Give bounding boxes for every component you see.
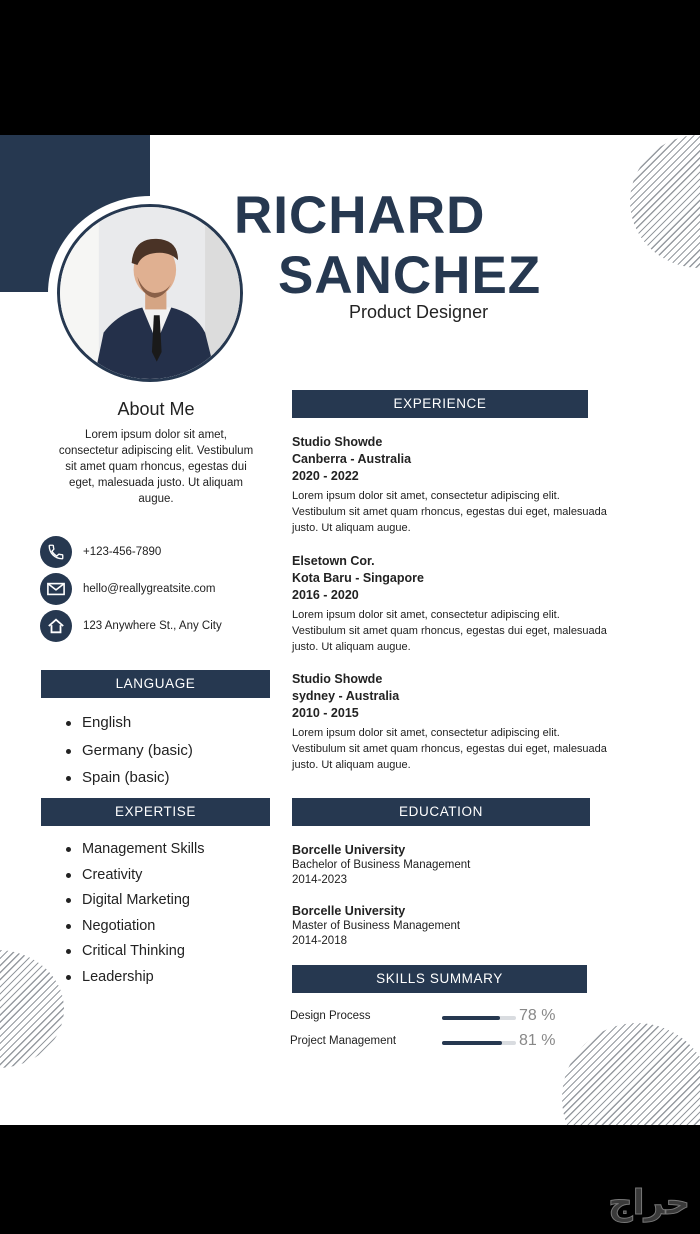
profile-photo-illustration [60, 207, 240, 379]
skill-name: Design Process [290, 1010, 371, 1022]
expertise-item: Digital Marketing [64, 891, 205, 917]
resume-page [0, 135, 700, 1125]
expertise-item: Negotiation [64, 917, 205, 943]
phone-text: +123-456-7890 [83, 546, 162, 558]
decorative-hatched-circle-left [0, 950, 64, 1068]
education-entry [292, 842, 592, 888]
education-entry [292, 903, 592, 949]
mail-icon [40, 573, 72, 605]
job-years: 2010 - 2015 [292, 706, 359, 720]
degree-name: Master of Business Management [292, 920, 461, 932]
about-text: Lorem ipsum dolor sit amet, consectetur adipiscing elit. Vestibulum sit amet quam rhoncus, egestas dui eget, malesuada justo. Ut aliquam augue. [58, 429, 254, 505]
language-item: Germany (basic) [64, 741, 193, 769]
job-years: 2016 - 2020 [292, 588, 359, 602]
skill-percent: 78 % [519, 1007, 556, 1024]
first-name: RICHARD [234, 186, 486, 245]
job-years: 2020 - 2022 [292, 469, 359, 483]
decorative-hatched-circle-top [630, 135, 700, 268]
education-heading: EDUCATION [292, 798, 590, 826]
company-name: Studio Showde [292, 435, 383, 449]
expertise-item: Leadership [64, 968, 205, 994]
job-description: Lorem ipsum dolor sit amet, consectetur adipiscing elit. Vestibulum sit amet quam rhoncus, egestas dui eget, malesuada justo. Ut aliquam augue. [292, 490, 607, 534]
skill-bar-fill [442, 1041, 502, 1045]
skill-percent: 81 % [519, 1032, 556, 1049]
home-icon [40, 610, 72, 642]
job-location: Canberra - Australia [292, 452, 412, 466]
job-description: Lorem ipsum dolor sit amet, consectetur adipiscing elit. Vestibulum sit amet quam rhoncus, egestas dui eget, malesuada justo. Ut aliquam augue. [292, 727, 607, 771]
experience-entry [292, 671, 612, 773]
skill-row [290, 1033, 580, 1053]
language-list [64, 713, 193, 796]
language-item: Spain (basic) [64, 768, 193, 796]
contact-phone [40, 536, 161, 568]
skill-row [290, 1008, 580, 1028]
job-location: Kota Baru - Singapore [292, 571, 424, 585]
education-years: 2014-2023 [292, 874, 347, 886]
skills-heading: SKILLS SUMMARY [292, 965, 587, 993]
watermark-text: حراج [608, 1184, 690, 1223]
expertise-item: Critical Thinking [64, 942, 205, 968]
skill-bar-fill [442, 1016, 500, 1020]
expertise-list [64, 840, 205, 994]
degree-name: Bachelor of Business Management [292, 859, 471, 871]
expertise-item: Management Skills [64, 840, 205, 866]
language-heading: LANGUAGE [41, 670, 270, 698]
contact-address [40, 610, 222, 642]
company-name: Elsetown Cor. [292, 554, 375, 568]
decorative-hatched-circle-bottom [562, 1023, 700, 1125]
haraj-watermark-logo [500, 1184, 700, 1224]
skill-bar-track [442, 1041, 516, 1045]
company-name: Studio Showde [292, 672, 383, 686]
job-description: Lorem ipsum dolor sit amet, consectetur adipiscing elit. Vestibulum sit amet quam rhoncus, egestas dui eget, malesuada justo. Ut aliquam augue. [292, 609, 607, 653]
expertise-item: Creativity [64, 866, 205, 892]
experience-entry [292, 553, 612, 655]
contact-email [40, 573, 215, 605]
job-location: sydney - Australia [292, 689, 400, 703]
education-years: 2014-2018 [292, 935, 347, 947]
email-text: hello@reallygreatsite.com [83, 583, 216, 595]
about-heading: About Me [117, 399, 195, 419]
expertise-heading: EXPERTISE [41, 798, 270, 826]
phone-icon [40, 536, 72, 568]
school-name: Borcelle University [292, 843, 406, 857]
profile-photo-frame [48, 196, 252, 390]
last-name: SANCHEZ [278, 246, 542, 305]
address-text: 123 Anywhere St., Any City [83, 620, 222, 632]
job-title: Product Designer [349, 302, 489, 322]
profile-photo [57, 204, 243, 382]
language-item: English [64, 713, 193, 741]
experience-entry [292, 434, 612, 536]
skill-name: Project Management [290, 1035, 397, 1047]
experience-heading: EXPERIENCE [292, 390, 588, 418]
skill-bar-track [442, 1016, 516, 1020]
school-name: Borcelle University [292, 904, 406, 918]
